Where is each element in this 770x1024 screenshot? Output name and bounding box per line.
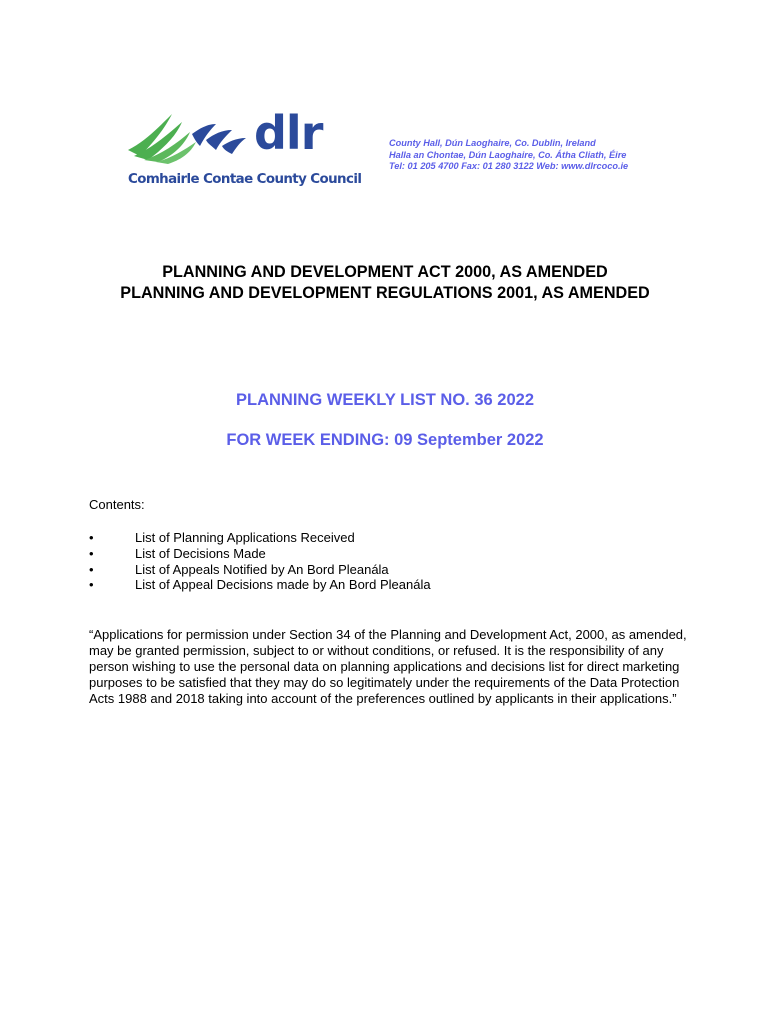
week-ending-title: FOR WEEK ENDING: 09 September 2022	[226, 431, 544, 449]
list-item-label: List of Planning Applications Received	[135, 530, 355, 545]
list-item-label: List of Appeal Decisions made by An Bord Pleanála	[135, 577, 431, 593]
bullet-icon: •	[89, 530, 94, 545]
contents-list	[89, 530, 431, 593]
list-item	[89, 530, 431, 546]
bullet-icon: •	[89, 545, 94, 561]
dlr-logo	[126, 106, 362, 192]
wave-mark-icon	[126, 112, 256, 172]
address-line: Halla an Chontae, Dún Laoghaire, Co. Átha Cliath, Éire	[389, 149, 627, 160]
contents-label: Contents:	[89, 497, 145, 512]
bullet-icon: •	[89, 577, 94, 593]
list-item	[89, 577, 431, 593]
weekly-list-title: PLANNING WEEKLY LIST NO. 36 2022	[236, 391, 534, 409]
act-title-line: PLANNING AND DEVELOPMENT ACT 2000, AS AMENDED	[162, 263, 608, 281]
logo-wordmark: dlr	[254, 106, 323, 160]
list-item-label: List of Decisions Made	[135, 545, 266, 561]
data-protection-disclaimer: “Applications for permission under Section 34 of the Planning and Development Act, 2000, as amended, may be granted permission, subject to or without conditions, or refused. It is the responsibility of any person wishing to use the personal data on planning applications and decisions list for direct marketing purposes to be satisfied that they may do so legitimately under the requirements of the Data Protection Acts 1988 and 2018 taking into account of the preferences outlined by applicants in their applications.”	[89, 627, 687, 706]
council-address	[389, 138, 628, 173]
council-name: Comhairle Contae County Council	[128, 172, 362, 187]
bullet-icon: •	[89, 561, 94, 577]
list-item	[89, 562, 431, 578]
list-item-label: List of Appeals Notified by An Bord Pleanála	[135, 561, 389, 577]
act-title	[0, 262, 770, 304]
address-line: Tel: 01 205 4700 Fax: 01 280 3122 Web: www.dlrcoco.ie	[389, 161, 629, 171]
list-item	[89, 546, 431, 562]
act-title-line: PLANNING AND DEVELOPMENT REGULATIONS 2001, AS AMENDED	[120, 284, 650, 302]
address-line: County Hall, Dún Laoghaire, Co. Dublin, Ireland	[389, 138, 596, 148]
